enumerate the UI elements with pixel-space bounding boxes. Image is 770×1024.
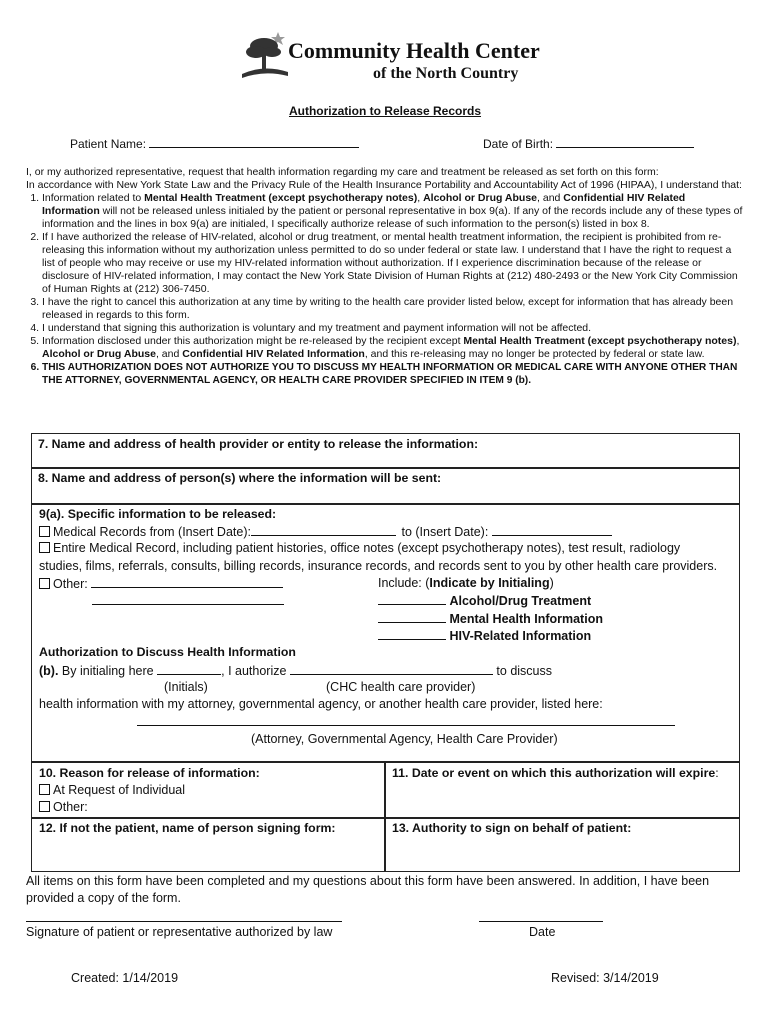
- alcohol-row: Alcohol/Drug Treatment: [378, 593, 591, 608]
- dob-row: [483, 136, 694, 151]
- discuss-title: Authorization to Discuss Health Information: [39, 645, 296, 659]
- chc-caption: (CHC health care provider): [326, 680, 476, 694]
- reason-other-row: Other:: [39, 800, 88, 814]
- patient-name-row: [70, 136, 359, 151]
- alcohol-initial-field[interactable]: [378, 593, 446, 605]
- hiv-initial-field[interactable]: [378, 628, 446, 640]
- box-13-title: 13. Authority to sign on behalf of patient:: [392, 821, 632, 835]
- hiv-row: HIV-Related Information: [378, 628, 591, 643]
- box-9: [31, 503, 740, 763]
- intro-line-1: I, or my authorized representative, request that health information regarding my care and treatment be released as set forth on this form:: [26, 166, 659, 178]
- box-8[interactable]: [31, 467, 740, 505]
- initials-caption: (Initials): [164, 680, 208, 694]
- to-date-field[interactable]: [492, 524, 612, 536]
- dob-field[interactable]: [556, 136, 694, 148]
- intro-text: [26, 166, 744, 387]
- term-2: 2. If I have authorized the release of HIV-related, alcohol or drug treatment, or mental health treatment information, the recipient is prohibited from re-releasing this information without my authorization unless permitted to do so under federal or state law. I understand that I have the right to request a list of people who may receive or use my HIV-related information without authorization. If I experience discrimination because of the release or disclosure of HIV-related information, I may contact the New York State Division of Human Rights at (212) 480-2493 or the New York City Commission of Human Rights at (212) 306-7450.: [42, 231, 744, 296]
- dob-label: Date of Birth:: [483, 137, 554, 151]
- term-6: 6. THIS AUTHORIZATION DOES NOT AUTHORIZE YOU TO DISCUSS MY HEALTH INFORMATION OR MEDICAL CARE WITH ANYONE OTHER THAN THE ATTORNEY, GOVERNMENTAL AGENCY, OR HEALTH CARE PROVIDER SPECIFIED IN ITEM 9 (b).: [42, 361, 744, 387]
- page-title: Authorization to Release Records: [288, 104, 482, 118]
- medical-records-checkbox[interactable]: [39, 526, 50, 537]
- chc-provider-field[interactable]: [290, 663, 493, 675]
- box-7[interactable]: [31, 433, 740, 469]
- term-1: 1. Information related to Mental Health Treatment (except psychotherapy notes), Alcohol or Drug Abuse, and Confidential HIV Related Information will not be released unless initialed by the patient or personal representative in box 9(a). If any of the records include any of these types of information and the lines in box 9(a) are initialed, I specifically authorize release of such information to the person(s) listed in box 8.: [42, 192, 744, 231]
- mental-row: Mental Health Information: [378, 611, 603, 626]
- from-date-field[interactable]: [251, 524, 396, 536]
- mental-initial-field[interactable]: [378, 611, 446, 623]
- date-label: Date: [529, 925, 556, 939]
- intro-line-2: In accordance with New York State Law and the Privacy Rule of the Health Insurance Portability and Accountability Act of 1996 (HIPAA), I understand that:: [26, 179, 742, 191]
- medical-records-row: Medical Records from (Insert Date): to (Insert Date):: [39, 524, 612, 539]
- term-5: 5. Information disclosed under this authorization might be re-released by the recipient except Mental Health Treatment (except psychotherapy notes), Alcohol or Drug Abuse, and Confidential HIV Related Information, and this re-releasing may no longer be protected by federal or state law.: [42, 335, 744, 361]
- entire-record-checkbox[interactable]: [39, 542, 50, 553]
- terms-list: [26, 192, 744, 387]
- revised-date: Revised: 3/14/2019: [551, 971, 659, 985]
- logo-subtitle: of the North Country: [373, 65, 519, 82]
- health-info-line: health information with my attorney, governmental agency, or another health care provider, listed here:: [39, 697, 603, 711]
- attorney-caption: (Attorney, Governmental Agency, Health Care Provider): [251, 732, 558, 746]
- at-request-row: At Request of Individual: [39, 783, 185, 797]
- term-3: 3. I have the right to cancel this authorization at any time by writing to the health care provider listed below, except for information that has already been released in regards to this form.: [42, 296, 744, 322]
- box-8-title: 8. Name and address of person(s) where the information will be sent:: [38, 471, 442, 485]
- logo-title: Community Health Center: [288, 38, 540, 63]
- signature-line[interactable]: [26, 921, 342, 922]
- reason-other-checkbox[interactable]: [39, 801, 50, 812]
- tree-icon: [238, 30, 290, 82]
- logo: [238, 30, 538, 90]
- include-label: Include: (Indicate by Initialing): [378, 576, 554, 590]
- initials-field[interactable]: [157, 663, 221, 675]
- attorney-field[interactable]: [137, 714, 675, 726]
- created-date: Created: 1/14/2019: [71, 971, 179, 985]
- box-12-title: 12. If not the patient, name of person signing form:: [39, 821, 336, 835]
- patient-name-label: Patient Name:: [70, 137, 147, 151]
- other-field[interactable]: [91, 576, 283, 588]
- patient-name-field[interactable]: [149, 136, 359, 148]
- other-checkbox[interactable]: [39, 578, 50, 589]
- box-13[interactable]: [384, 817, 740, 872]
- other-field-2-row: [92, 593, 284, 608]
- box-11-title: 11. Date or event on which this authorization will expire:: [392, 766, 719, 780]
- attorney-field-row: [137, 714, 675, 729]
- date-line[interactable]: [479, 921, 603, 922]
- term-4: 4. I understand that signing this authorization is voluntary and my treatment and payment information will not be affected.: [42, 322, 744, 335]
- at-request-checkbox[interactable]: [39, 784, 50, 795]
- box-9a-title: 9(a). Specific information to be released:: [39, 507, 277, 521]
- box-12[interactable]: [31, 817, 386, 872]
- box-7-title: 7. Name and address of health provider or entity to release the information:: [38, 437, 479, 451]
- entire-record-row: Entire Medical Record, including patient histories, office notes (except psychotherapy notes), test result, radiology: [39, 541, 680, 555]
- box-11[interactable]: [384, 761, 740, 819]
- box-10-title: 10. Reason for release of information:: [39, 766, 260, 780]
- other-row: Other:: [39, 576, 283, 591]
- other-field-2[interactable]: [92, 593, 284, 605]
- closing-statement: All items on this form have been completed and my questions about this form have been answered. In addition, I have been provided a copy of the form.: [26, 874, 710, 905]
- box-10: [31, 761, 386, 819]
- signature-label: Signature of patient or representative authorized by law: [26, 925, 333, 939]
- entire-record-row-2: studies, films, referrals, consults, billing records, insurance records, and records sent to you by other health care providers.: [39, 559, 718, 573]
- initial-authorize-row: (b). By initialing here , I authorize to discuss: [39, 664, 553, 678]
